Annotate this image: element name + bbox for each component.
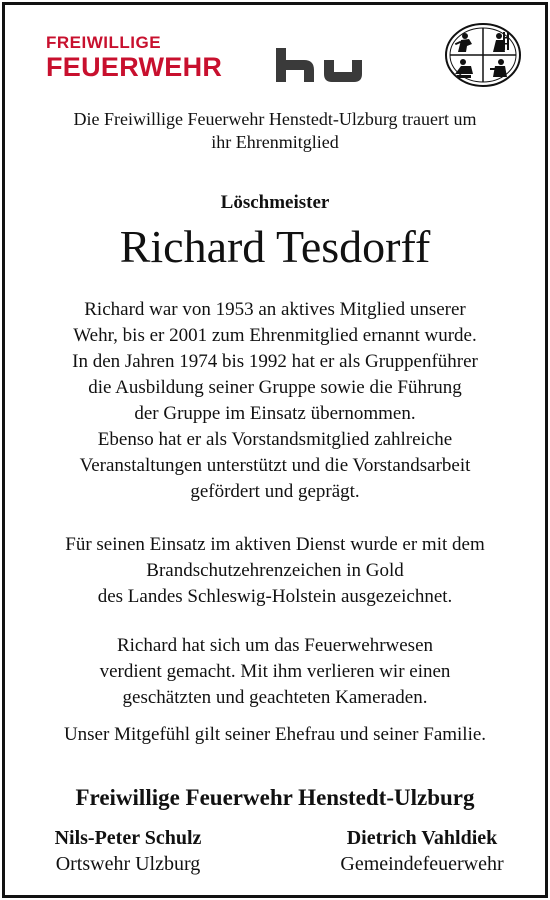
text-line: Wehr, bis er 2001 zum Ehrenmitglied ernannt wurde.	[73, 325, 477, 346]
intro-line: Die Freiwillige Feuerwehr Henstedt-Ulzburg trauert um	[73, 109, 477, 129]
condolence-paragraph	[10, 722, 540, 748]
signatory-left	[8, 825, 248, 877]
deceased-rank: Löschmeister	[220, 192, 330, 213]
organization-name: Freiwillige Feuerwehr Henstedt-Ulzburg	[75, 785, 475, 810]
text-line: verdient gemacht. Mit ihm verlieren wir einen	[99, 661, 451, 682]
text-line: die Ausbildung seiner Gruppe sowie die Führung	[88, 377, 462, 398]
award-paragraph	[10, 532, 540, 610]
text-line: Brandschutzehrenzeichen in Gold	[146, 560, 404, 581]
logo-line-freiwillige: FREIWILLIGE	[46, 33, 162, 52]
signatory-role: Gemeindefeuerwehr	[340, 853, 504, 875]
text-line: Ebenso hat er als Vorstandsmitglied zahlreiche	[97, 429, 453, 450]
signatory-name: Dietrich Vahldiek	[346, 827, 498, 849]
text-line: geschätzten und geachteten Kameraden.	[122, 687, 428, 708]
text-line: Richard war von 1953 an aktives Mitglied unserer	[84, 299, 466, 320]
biography-paragraph	[10, 297, 540, 505]
firefighter-crest-icon	[443, 22, 523, 88]
signatory-right	[302, 825, 542, 877]
text-line: der Gruppe im Einsatz übernommen.	[134, 403, 416, 424]
intro-text	[10, 108, 540, 154]
text-line: In den Jahren 1974 bis 1992 hat er als Gruppenführer	[72, 351, 478, 372]
signatory-name: Nils-Peter Schulz	[54, 827, 202, 849]
text-line: gefördert und geprägt.	[190, 481, 360, 502]
text-line: des Landes Schleswig-Holstein ausgezeichnet.	[97, 586, 453, 607]
hu-logo-mark	[274, 48, 366, 84]
text-line: Unser Mitgefühl gilt seiner Ehefrau und seiner Familie.	[63, 724, 487, 745]
text-line: Veranstaltungen unterstützt und die Vorstandsarbeit	[79, 455, 471, 476]
tribute-paragraph	[10, 633, 540, 711]
logo-line-feuerwehr: FEUERWEHR	[46, 52, 223, 82]
text-line: Richard hat sich um das Feuerwehrwesen	[116, 635, 434, 656]
deceased-name: Richard Tesdorff	[119, 221, 431, 272]
fire-brigade-logo	[46, 34, 376, 86]
signatory-role: Ortswehr Ulzburg	[55, 853, 201, 875]
text-line: Für seinen Einsatz im aktiven Dienst wurde er mit dem	[65, 534, 485, 555]
intro-line: ihr Ehrenmitglied	[211, 132, 339, 152]
